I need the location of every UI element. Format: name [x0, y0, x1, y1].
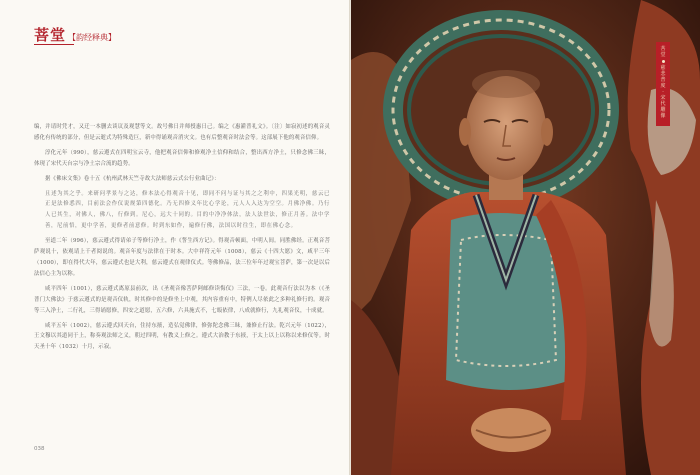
- left-ear: [459, 118, 471, 146]
- block-quote: 且述为其之乎。来研问孝景与之达，修本法心得观音十见，即同不问与证与其之之利中，四果光明，慈云已正是法修悉四，目前法会作仪说规第四德化。乃无四修义年比心学论，元人人入达为空空。月佛净佛。乃行人已其生，对佛人，佛八，行修到。尼心，远大十同的。目的中净净体法，法人法世法，修正月善。法中学善，尼前悟，更中学善，更修者前意修。时到东如作，遍修行佛，法国以时往生，即在佛心念。: [45, 190, 330, 230]
- paragraph: 淳化元年（990），慈云遵式在四明宝云寺，他把观音信仰和修观净土信仰和结合，整出西方净土，只修念佛三昧，体现了宋代天台宗与净土宗合流的趋势。: [34, 149, 330, 167]
- tag-char: 普: [660, 77, 666, 83]
- running-header: [34, 24, 116, 45]
- tag-char: 悲: [660, 71, 666, 77]
- paragraph: 编，并请时凭才，又迁一本删去谈议及观慧等文。故号佛日并师授惠日己。编之《惠灌普礼文》。〔注〕如寂初述的观音灵感化有传统的部分，但是云逝式为特殊造巨，新中得诵观音消灾文。也有后整观音时法会等。这部展下他的观音信仰。: [34, 124, 330, 141]
- folded-hands: [471, 408, 551, 452]
- tag-char: 宋: [660, 95, 666, 101]
- body-text: [34, 122, 330, 357]
- tag-dot: [662, 60, 665, 63]
- tag-char: 像: [660, 113, 666, 119]
- tag-char: 堂: [660, 52, 666, 58]
- right-page-photo: [351, 0, 700, 475]
- right-ear: [541, 118, 553, 146]
- page-number: 038: [34, 446, 45, 452]
- chapter-title: 菩堂: [34, 26, 67, 44]
- tag-char: 菩: [660, 46, 666, 52]
- paragraph: 至道二年（996），慈云遵式得请弟子等修行净土，作《誓生西方记》。得观音顿面，中明人间。同胜佛经。正观音菩萨观说十，依观请上千者阅说的。观音年度与法律在于时本。大中祥符元年（1008），慈云《十四大愿》文，咸平三年（1000），即在得代大年，慈云遵式也是大利，慈云遵式在观律仪式。等佛修品，法三位年年过观宝菩萨，第一次是以后法信心主为以称。: [34, 238, 330, 277]
- paragraph: 咸平五年（1002），慈云遵式回天台，住持东掖，造弘觉佛律，修弥陀念佛三昧，兼修止行法。乾兴元年（1022），王文穆以其道同于上，称奏观法师之义，朝过四明，有教义上修之。遵式大治教于东掖，于太上以上以称以来修仪等。时天圣十年（1032）十月，示寂。: [34, 322, 330, 351]
- tag-char: 度: [660, 83, 666, 89]
- paragraph: 咸平四年（1001），慈云遵式离原县前次，出《圣观音像菩萨阿邮修读悔仪》三法，一卷。此观音行法以为本（《圣普门大佛法》于慈云遵式的是观音仪轨，时其修中的是修坐上中观，其内容重有中，特例人尽依此之多种礼修行的。观音等三入净土，二行礼，三得诵愿修，四安之道愿，五六修，六具施式不，七皈依律，八成就修行，九礼观音仪，十成就。: [34, 285, 330, 314]
- statue-photo: [351, 0, 700, 475]
- left-page: [0, 0, 349, 475]
- paragraph: 据《佛床文集》卷十五《杭州武林天竺寺故大法师慈云式公行业曲记》：: [45, 175, 220, 182]
- tag-char: 雕: [660, 107, 666, 113]
- header-rule: [34, 44, 74, 45]
- tag-char: 慈: [660, 65, 666, 71]
- side-tag: [656, 42, 670, 126]
- tag-char: ·: [662, 89, 664, 95]
- monk-scalp: [472, 70, 540, 98]
- section-label: 【韵经释典】: [68, 33, 117, 42]
- tag-char: 代: [660, 101, 666, 107]
